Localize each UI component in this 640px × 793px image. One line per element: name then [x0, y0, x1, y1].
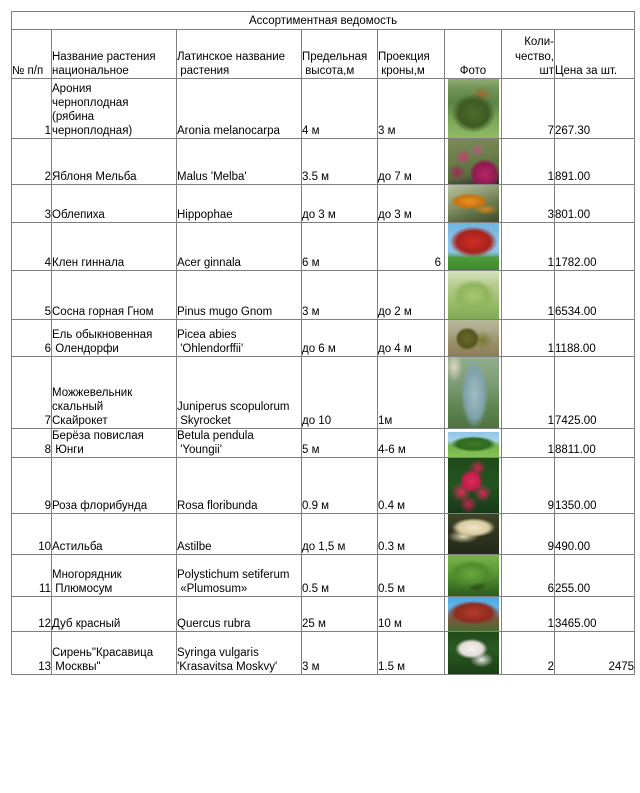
cell-row-number[interactable]: 1 — [12, 79, 52, 139]
picea-abies-ohlendorffii-photo — [448, 320, 499, 356]
cell-plant-name-latin[interactable] — [177, 79, 302, 139]
cell-plant-name-latin[interactable] — [177, 320, 302, 357]
cell-crown-projection[interactable]: до 4 м — [378, 320, 445, 357]
column-header-lat — [177, 30, 302, 79]
cell-price[interactable]: 1350.00 — [555, 458, 635, 514]
table-body — [12, 12, 635, 675]
plant-name-russian-text: Сирень"Красавица Москвы" — [52, 647, 154, 673]
cell-row-number[interactable]: 3 — [12, 185, 52, 223]
cell-price[interactable]: 6534.00 — [555, 271, 635, 320]
column-header-h — [302, 30, 378, 79]
table-row[interactable] — [12, 514, 635, 555]
column-header-text-crown: Проекция кроны,м — [378, 50, 430, 77]
plant-name-russian-text: Дуб красный — [52, 618, 121, 630]
table-row[interactable] — [12, 79, 635, 139]
cell-photo[interactable] — [445, 185, 502, 223]
table-row[interactable] — [12, 320, 635, 357]
cell-max-height[interactable]: до 1,5 м — [302, 514, 378, 555]
cell-plant-name-latin[interactable] — [177, 357, 302, 429]
cell-max-height[interactable]: 3 м — [302, 632, 378, 675]
cell-plant-name-russian[interactable] — [52, 514, 177, 555]
plant-name-russian-text: Ель обыкновенная Олендорфи — [52, 329, 153, 355]
cell-plant-name-russian[interactable] — [52, 223, 177, 271]
plant-name-latin-text: Betula pendula 'Youngii' — [177, 430, 254, 456]
cell-quantity[interactable]: 1 — [502, 357, 555, 429]
cell-photo[interactable] — [445, 79, 502, 139]
cell-photo[interactable] — [445, 357, 502, 429]
malus-melba-photo — [448, 139, 499, 184]
astilbe-photo — [448, 514, 499, 554]
column-header-photo — [445, 30, 502, 79]
cell-row-number[interactable]: 9 — [12, 458, 52, 514]
cell-max-height[interactable]: до 3 м — [302, 185, 378, 223]
cell-photo[interactable] — [445, 597, 502, 632]
polystichum-plumosum-photo — [448, 555, 499, 596]
plant-name-latin-text: Malus 'Melba' — [177, 171, 247, 183]
cell-quantity[interactable]: 2 — [502, 632, 555, 675]
plant-name-latin-text: Syringa vulgaris 'Krasavitsa Moskvy' — [177, 647, 278, 673]
cell-plant-name-russian[interactable] — [52, 429, 177, 458]
cell-plant-name-russian[interactable] — [52, 458, 177, 514]
cell-quantity[interactable]: 9 — [502, 458, 555, 514]
plant-name-russian-text: Яблоня Мельба — [52, 171, 137, 183]
plant-name-latin-text: Astilbe — [177, 541, 212, 553]
cell-photo[interactable] — [445, 139, 502, 185]
column-header-rus — [52, 30, 177, 79]
cell-quantity[interactable]: 6 — [502, 555, 555, 597]
cell-plant-name-latin[interactable] — [177, 555, 302, 597]
cell-crown-projection[interactable]: 0.3 м — [378, 514, 445, 555]
cell-plant-name-latin[interactable] — [177, 632, 302, 675]
acer-ginnala-photo — [448, 223, 499, 270]
column-header-text-photo: Фото — [459, 64, 487, 77]
cell-quantity[interactable]: 1 — [502, 139, 555, 185]
cell-plant-name-russian[interactable] — [52, 79, 177, 139]
cell-crown-projection[interactable]: 10 м — [378, 597, 445, 632]
cell-price[interactable]: 490.00 — [555, 514, 635, 555]
cell-row-number[interactable]: 11 — [12, 555, 52, 597]
cell-max-height[interactable]: 5 м — [302, 429, 378, 458]
table-row[interactable] — [12, 357, 635, 429]
cell-row-number[interactable]: 7 — [12, 357, 52, 429]
column-header-price — [555, 30, 635, 79]
cell-plant-name-latin[interactable] — [177, 429, 302, 458]
plant-name-russian-text: Берёза повислая Юнги — [52, 430, 144, 456]
cell-max-height[interactable]: 4 м — [302, 79, 378, 139]
cell-price[interactable]: 3465.00 — [555, 597, 635, 632]
quercus-rubra-photo — [448, 597, 499, 631]
table-row[interactable] — [12, 555, 635, 597]
plant-name-russian-text: Роза флорибунда — [52, 500, 148, 512]
cell-crown-projection[interactable]: до 7 м — [378, 139, 445, 185]
table-row[interactable] — [12, 632, 635, 675]
cell-photo[interactable] — [445, 320, 502, 357]
cell-plant-name-russian[interactable] — [52, 185, 177, 223]
plant-name-latin-text: Rosa floribunda — [177, 500, 258, 512]
cell-quantity[interactable]: 1 — [502, 271, 555, 320]
table-row[interactable] — [12, 271, 635, 320]
column-header-text-price: Цена за шт. — [555, 64, 618, 77]
cell-row-number[interactable]: 2 — [12, 139, 52, 185]
cell-quantity[interactable]: 9 — [502, 514, 555, 555]
cell-crown-projection[interactable]: 1.5 м — [378, 632, 445, 675]
cell-price[interactable]: 8811.00 — [555, 429, 635, 458]
assortment-table — [11, 11, 635, 675]
table-row[interactable] — [12, 223, 635, 271]
table-header-row — [12, 30, 635, 79]
cell-crown-projection[interactable]: 6 — [378, 223, 445, 271]
cell-quantity[interactable]: 3 — [502, 185, 555, 223]
cell-price[interactable]: 255.00 — [555, 555, 635, 597]
plant-name-russian-text: Облепиха — [52, 209, 105, 221]
rosa-floribunda-photo — [448, 458, 499, 513]
column-header-text-lat: Латинское название растения — [177, 50, 286, 77]
cell-price[interactable]: 2475 — [555, 632, 635, 675]
cell-photo[interactable] — [445, 632, 502, 675]
table-row[interactable] — [12, 139, 635, 185]
table-title-row — [12, 12, 635, 30]
cell-row-number[interactable]: 4 — [12, 223, 52, 271]
table-row[interactable] — [12, 458, 635, 514]
cell-plant-name-latin[interactable] — [177, 597, 302, 632]
pinus-mugo-gnom-photo — [448, 271, 499, 319]
cell-row-number[interactable]: 8 — [12, 429, 52, 458]
cell-max-height[interactable]: 6 м — [302, 223, 378, 271]
column-header-text-qty: Коли- чество, шт — [515, 36, 554, 77]
cell-row-number[interactable]: 10 — [12, 514, 52, 555]
cell-plant-name-latin[interactable] — [177, 185, 302, 223]
plant-name-russian-text: Арония черноплодная (рябина черноплодная) — [52, 83, 133, 137]
cell-plant-name-latin[interactable] — [177, 514, 302, 555]
cell-photo[interactable] — [445, 514, 502, 555]
cell-row-number[interactable]: 13 — [12, 632, 52, 675]
cell-price[interactable]: 891.00 — [555, 139, 635, 185]
cell-plant-name-russian[interactable] — [52, 271, 177, 320]
cell-crown-projection[interactable]: до 2 м — [378, 271, 445, 320]
cell-plant-name-russian[interactable] — [52, 555, 177, 597]
cell-row-number[interactable]: 6 — [12, 320, 52, 357]
plant-name-latin-text: Aronia melanocarpa — [177, 125, 280, 137]
cell-price[interactable]: 1188.00 — [555, 320, 635, 357]
table-row[interactable] — [12, 185, 635, 223]
cell-plant-name-russian[interactable] — [52, 139, 177, 185]
cell-photo[interactable] — [445, 271, 502, 320]
plant-name-russian-text: Многорядник Плюмосум — [52, 569, 122, 595]
cell-quantity[interactable]: 1 — [502, 597, 555, 632]
column-header-text-rus: Название растения национальное — [52, 50, 156, 77]
plant-name-latin-text: Picea abies 'Ohlendorffii' — [177, 329, 244, 355]
plant-name-latin-text: Acer ginnala — [177, 257, 241, 269]
plant-name-latin-text: Pinus mugo Gnom — [177, 306, 273, 318]
cell-price[interactable]: 801.00 — [555, 185, 635, 223]
cell-row-number[interactable]: 12 — [12, 597, 52, 632]
cell-price[interactable]: 267.30 — [555, 79, 635, 139]
cell-plant-name-latin[interactable] — [177, 139, 302, 185]
cell-photo[interactable] — [445, 223, 502, 271]
cell-plant-name-latin[interactable] — [177, 271, 302, 320]
plant-name-russian-text: Сосна горная Гном — [52, 306, 154, 318]
cell-max-height[interactable]: до 10 — [302, 357, 378, 429]
cell-row-number[interactable]: 5 — [12, 271, 52, 320]
cell-plant-name-latin[interactable] — [177, 223, 302, 271]
syringa-vulgaris-photo — [448, 632, 499, 674]
plant-name-latin-text: Hippophae — [177, 209, 233, 221]
cell-quantity[interactable]: 1 — [502, 320, 555, 357]
cell-plant-name-russian[interactable] — [52, 357, 177, 429]
cell-crown-projection[interactable]: 0.4 м — [378, 458, 445, 514]
juniperus-skyrocket-photo — [448, 357, 499, 428]
aronia-melanocarpa-photo — [448, 79, 499, 138]
cell-crown-projection[interactable]: 1м — [378, 357, 445, 429]
plant-name-latin-text: Polystichum setiferum «Plumosum» — [177, 569, 290, 595]
plant-name-russian-text: Астильба — [52, 541, 103, 553]
column-header-crown — [378, 30, 445, 79]
cell-max-height[interactable]: 3.5 м — [302, 139, 378, 185]
table-title: Ассортиментная ведомость — [12, 12, 635, 30]
cell-max-height[interactable]: 3 м — [302, 271, 378, 320]
cell-price[interactable]: 7425.00 — [555, 357, 635, 429]
column-header-text-num: № п/п — [12, 64, 44, 77]
cell-plant-name-latin[interactable] — [177, 458, 302, 514]
column-header-qty — [502, 30, 555, 79]
cell-crown-projection[interactable]: до 3 м — [378, 185, 445, 223]
betula-pendula-youngii-photo — [448, 432, 499, 457]
cell-plant-name-russian[interactable] — [52, 320, 177, 357]
cell-quantity[interactable]: 1 — [502, 223, 555, 271]
cell-crown-projection[interactable]: 4-6 м — [378, 429, 445, 458]
cell-quantity[interactable]: 7 — [502, 79, 555, 139]
table-row[interactable] — [12, 597, 635, 632]
cell-max-height[interactable]: до 6 м — [302, 320, 378, 357]
plant-name-latin-text: Quercus rubra — [177, 618, 251, 630]
plant-name-russian-text: Клен гиннала — [52, 257, 125, 269]
cell-plant-name-russian[interactable] — [52, 597, 177, 632]
cell-max-height[interactable]: 25 м — [302, 597, 378, 632]
cell-crown-projection[interactable]: 0.5 м — [378, 555, 445, 597]
cell-quantity[interactable]: 1 — [502, 429, 555, 458]
cell-max-height[interactable]: 0.5 м — [302, 555, 378, 597]
cell-plant-name-russian[interactable] — [52, 632, 177, 675]
cell-photo[interactable] — [445, 458, 502, 514]
cell-photo[interactable] — [445, 555, 502, 597]
cell-crown-projection[interactable]: 3 м — [378, 79, 445, 139]
cell-price[interactable]: 1782.00 — [555, 223, 635, 271]
cell-photo[interactable] — [445, 429, 502, 458]
plant-name-russian-text: Можжевельник скальный Скайрокет — [52, 387, 133, 427]
column-header-text-h: Предельная высота,м — [302, 50, 368, 77]
column-header-num — [12, 30, 52, 79]
plant-name-latin-text: Juniperus scopulorum Skyrocket — [177, 401, 290, 427]
hippophae-photo — [448, 185, 499, 222]
table-row[interactable] — [12, 429, 635, 458]
cell-max-height[interactable]: 0.9 м — [302, 458, 378, 514]
